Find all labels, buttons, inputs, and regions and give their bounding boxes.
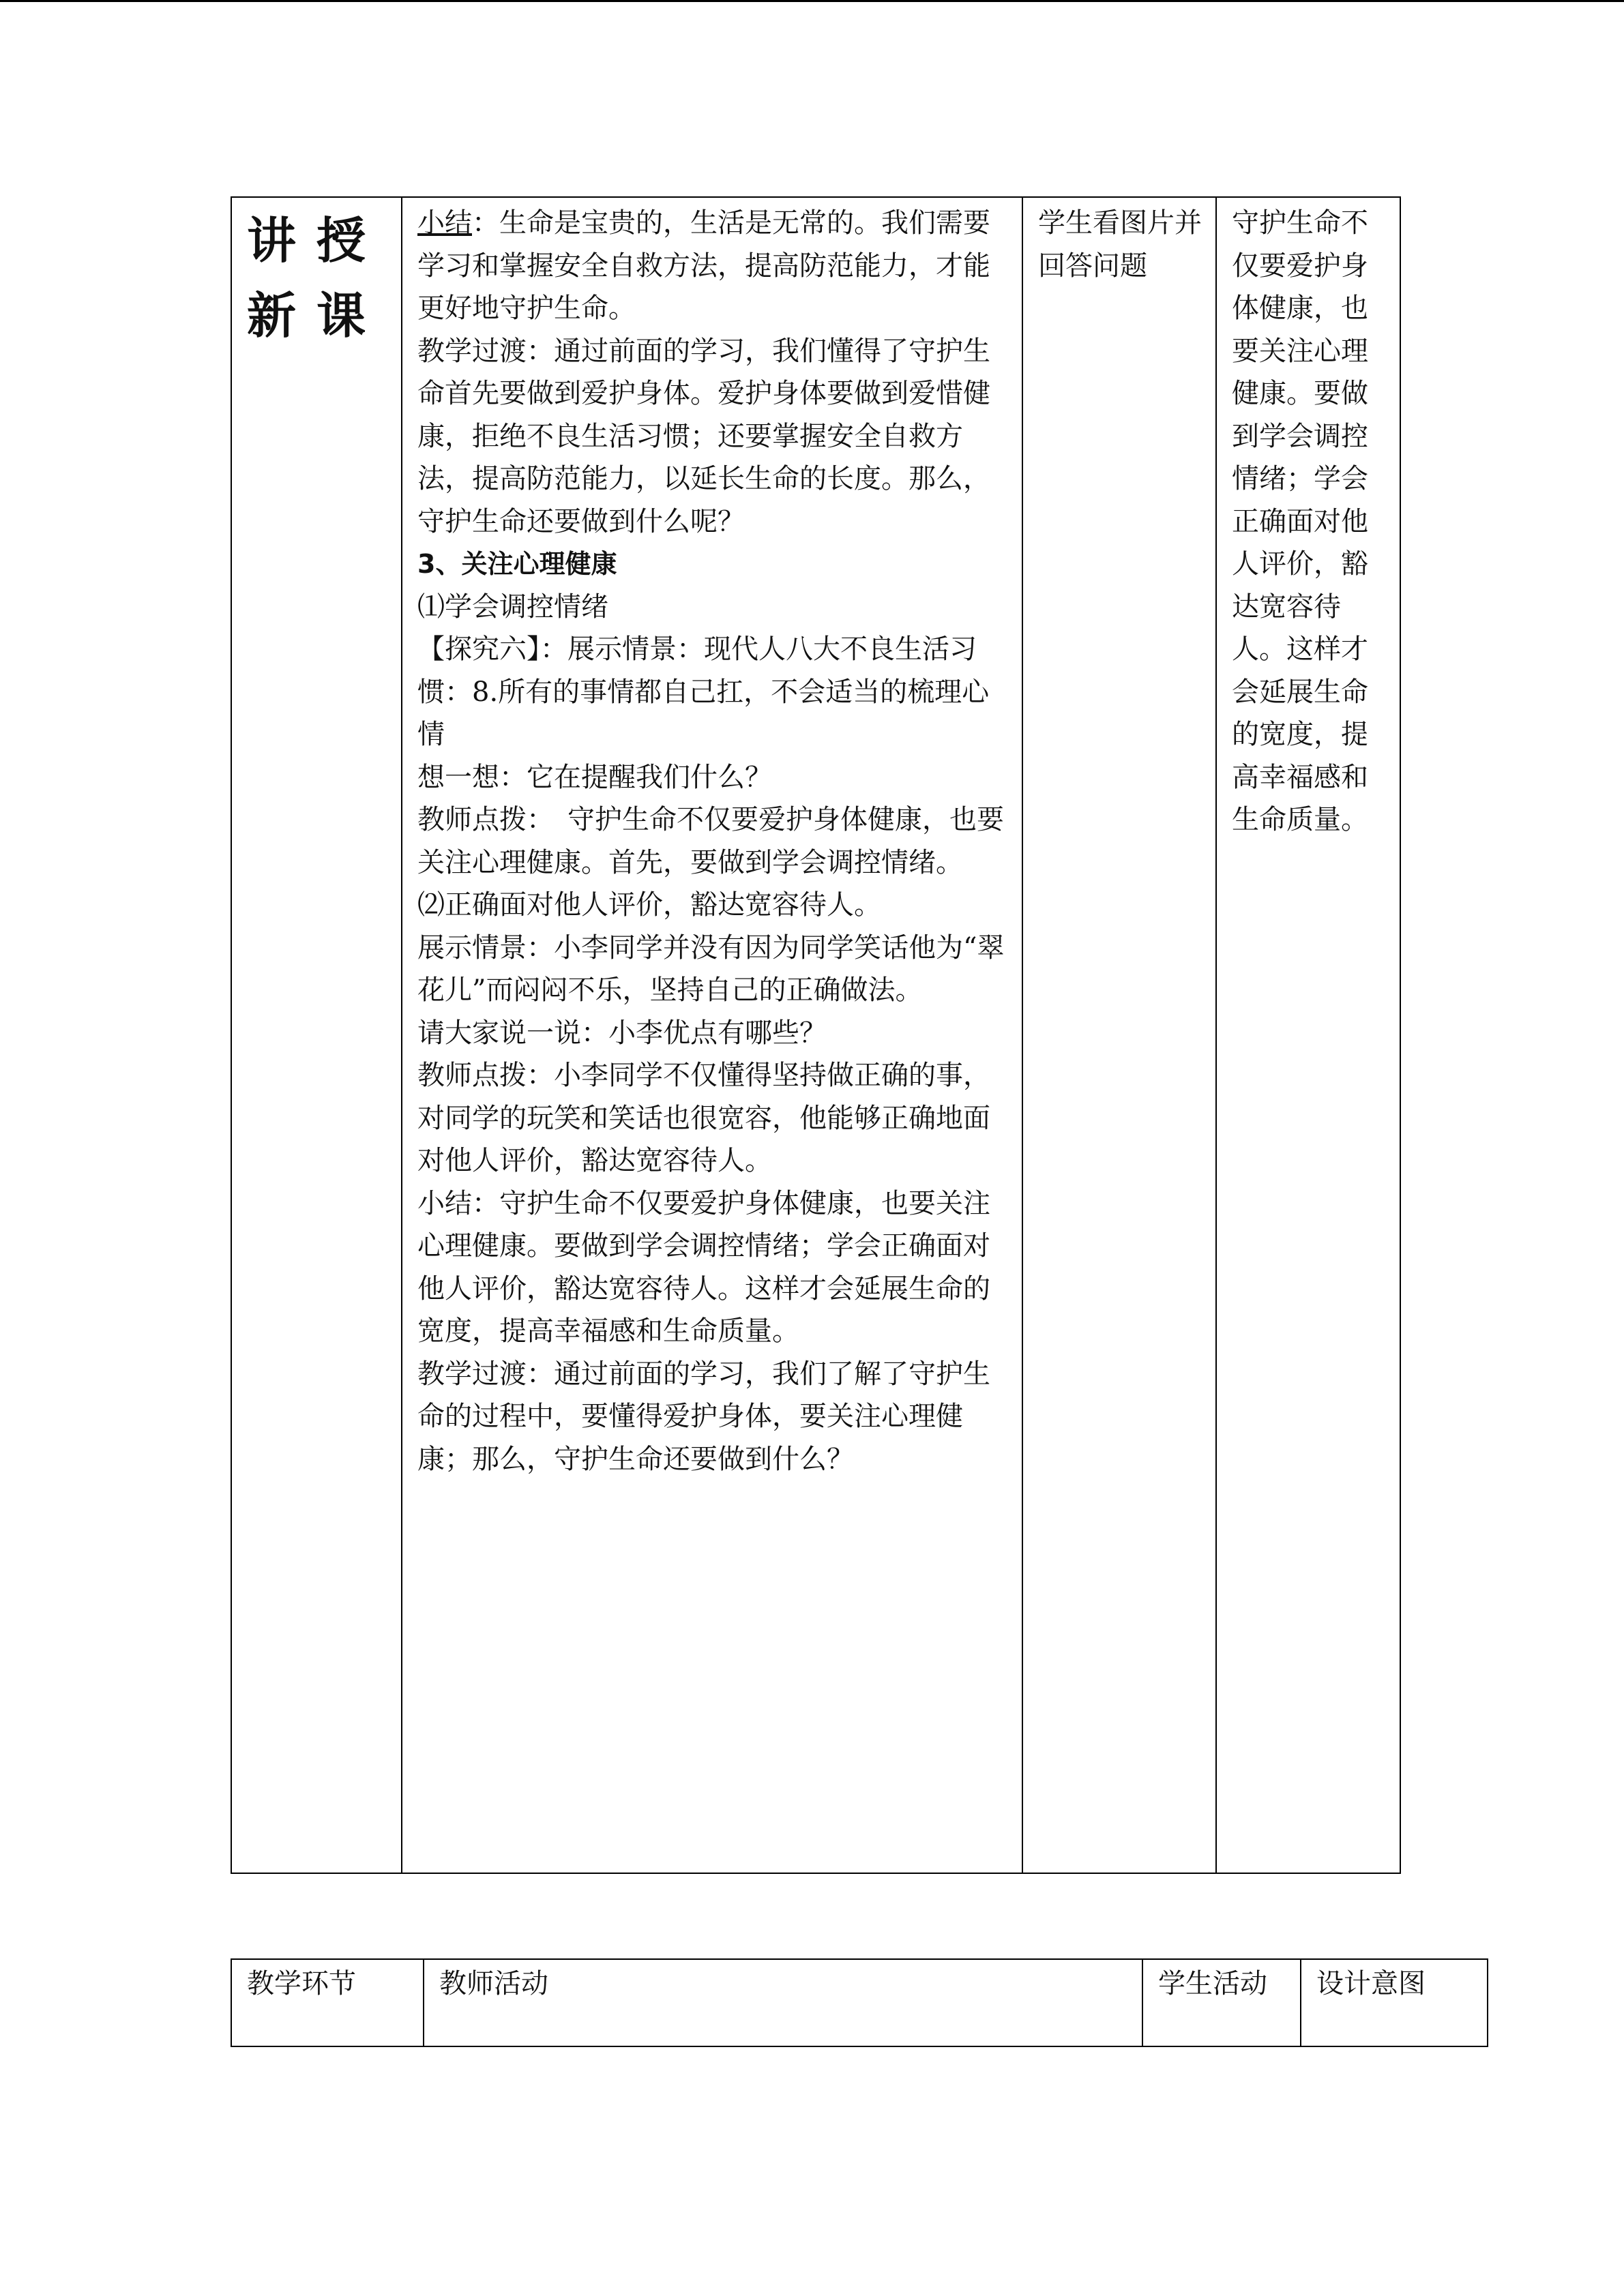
paragraph-summary-1 [417, 202, 1012, 330]
table-row [231, 197, 1400, 1873]
next-table-header [231, 1958, 1488, 2047]
paragraph-transition-1: 教学过渡：通过前面的学习，我们懂得了守护生命首先要做到爱护身体。爱护身体要做到爱惜健康，拒绝不良生活习惯；还要掌握安全自救方法，提高防范能力，以延长生命的长度。那么，守护生命还要做到什么呢？ [417, 335, 990, 537]
header-row [231, 1959, 1488, 2046]
section-label [232, 198, 401, 353]
section-cell [231, 197, 402, 1873]
student-activity-text: 学生看图片并回答问题 [1038, 207, 1202, 282]
paragraph-teacher-guide-1: 教师点拨： 守护生命不仅要爱护身体健康，也要关注心理健康。首先，要做到学会调控情绪。 [417, 804, 1004, 878]
summary-label: 小结 [417, 207, 472, 239]
paragraph-subheading-1: ⑴学会调控情绪 [417, 591, 608, 623]
section-label-line1: 讲授 [246, 211, 386, 269]
student-activity-cell [1022, 197, 1216, 1873]
design-intent-cell [1216, 197, 1400, 1873]
paragraph-scenario: 展示情景：小李同学并没有因为同学笑话他为“翠花儿”而闷闷不乐，坚持自己的正确做法。 [417, 931, 1005, 1006]
paragraph-explore-6: 【探究六】：展示情景：现代人八大不良生活习惯：8.所有的事情都自己扛，不会适当的梳理心情 [417, 633, 990, 750]
paragraph-transition-2: 教学过渡：通过前面的学习，我们了解了守护生命的过程中，要懂得爱护身体，要关注心理健康；那么，守护生命还要做到什么？ [417, 1358, 990, 1475]
paragraph-think: 想一想：它在提醒我们什么？ [417, 761, 772, 793]
header-design-intent: 设计意图 [1301, 1959, 1488, 2046]
paragraph-teacher-guide-2: 教师点拨：小李同学不仅懂得坚持做正确的事，对同学的玩笑和笑话也很宽容，他能够正确地面对他人评价，豁达宽容待人。 [417, 1060, 990, 1176]
section-label-line2: 新课 [246, 286, 386, 344]
header-teacher-activity: 教师活动 [424, 1959, 1142, 2046]
header-teaching-stage: 教学环节 [231, 1959, 424, 2046]
paragraph-summary-2: 小结：守护生命不仅要爱护身体健康，也要关注心理健康。要做到学会调控情绪；学会正确面对他人评价，豁达宽容待人。这样才会延展生命的宽度，提高幸福感和生命质量。 [417, 1187, 990, 1347]
paragraph-subheading-2: ⑵正确面对他人评价，豁达宽容待人。 [417, 889, 881, 921]
paragraph-discussion: 请大家说一说：小李优点有哪些？ [417, 1017, 827, 1049]
header-student-activity: 学生活动 [1142, 1959, 1301, 2046]
teacher-activity-cell [402, 197, 1022, 1873]
heading-mental-health: 3、关注心理健康 [417, 549, 617, 579]
teacher-activity-text [402, 198, 1022, 1480]
summary-text: ：生命是宝贵的，生活是无常的。我们需要学习和掌握安全自救方法，提高防范能力，才能更好地守护生命。 [417, 207, 990, 324]
design-intent-text: 守护生命不仅要爱护身体健康，也要关注心理健康。要做到学会调控情绪；学会正确面对他人评价，豁达宽容待人。这样才会延展生命的宽度，提高幸福感和生命质量。 [1232, 207, 1368, 835]
lesson-plan-table [231, 196, 1401, 1874]
page-top-border [0, 0, 1624, 2]
